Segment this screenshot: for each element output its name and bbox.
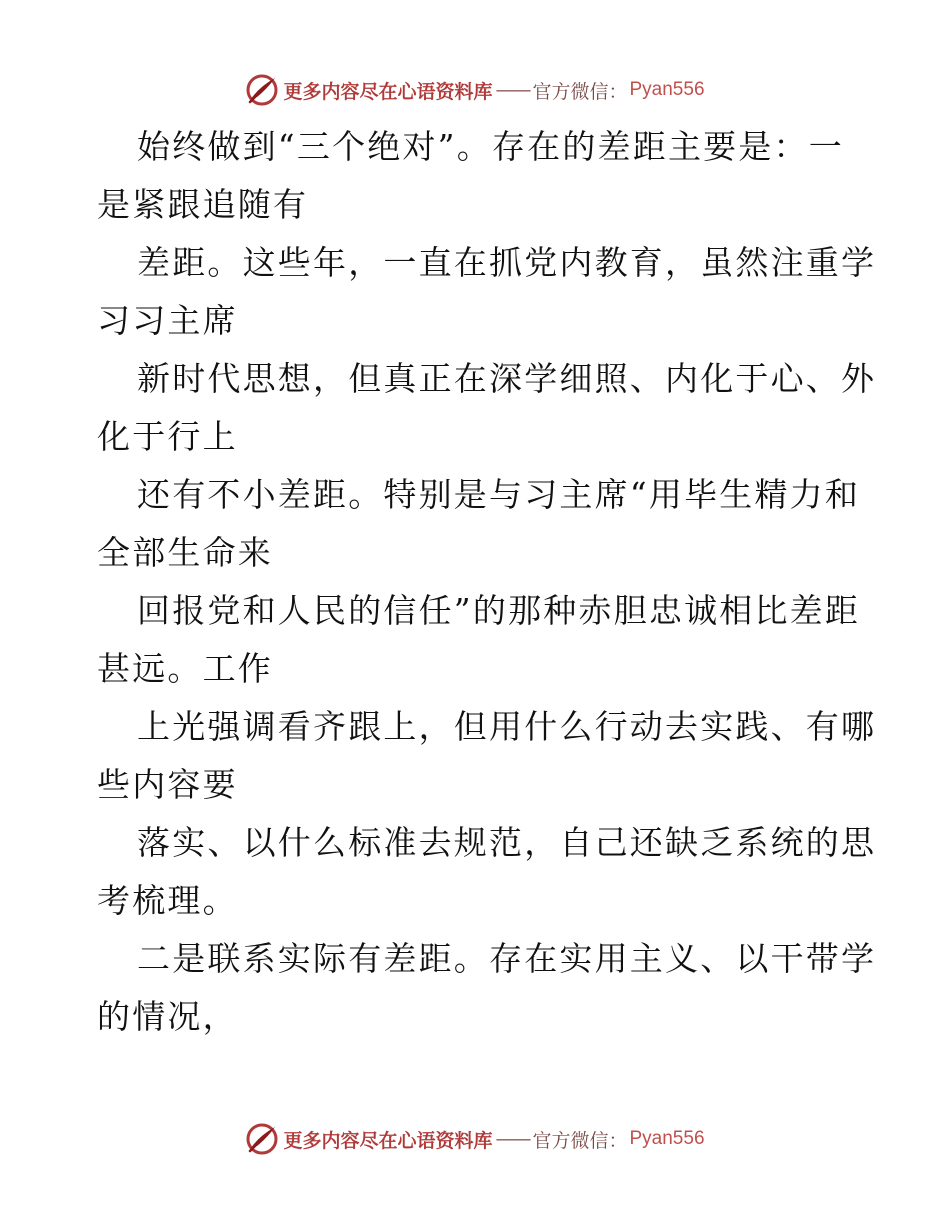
- text-line: 始终做到“三个绝对”。存在的差距主要是：一: [137, 127, 844, 166]
- header-site-name: 更多内容尽在心语资料库: [283, 80, 493, 103]
- footer-site-name: 更多内容尽在心语资料库: [283, 1129, 493, 1152]
- footer-wechat-id: Pyan556: [629, 1128, 705, 1149]
- text-line: 差距。这些年，一直在抓党内教育，虽然注重学: [137, 243, 877, 282]
- text-line: 二是联系实际有差距。存在实用主义、以干带学: [137, 939, 877, 978]
- footer-separator: ——: [495, 1128, 530, 1150]
- quill-logo-icon: [245, 73, 279, 107]
- text-line: 回报党和人民的信任”的那种赤胆忠诚相比差距: [137, 591, 861, 630]
- text-line: 新时代思想，但真正在深学细照、内化于心、外: [137, 359, 877, 398]
- text-line: 些内容要: [97, 765, 238, 804]
- text-line: 习习主席: [97, 301, 238, 340]
- text-line: 的情况，: [97, 997, 238, 1036]
- text-line: 化于行上: [97, 417, 238, 456]
- text-line: 落实、以什么标准去规范，自己还缺乏系统的思: [137, 823, 877, 862]
- header-wechat-id: Pyan556: [629, 79, 705, 100]
- text-line: 甚远。工作: [97, 649, 273, 688]
- header-wechat-label: 官方微信：: [532, 80, 628, 103]
- text-line: 还有不小差距。特别是与习主席“用毕生精力和: [137, 475, 861, 514]
- footer-banner: [0, 1119, 950, 1159]
- text-line: 全部生命来: [97, 533, 273, 572]
- text-line: 考梳理。: [97, 881, 238, 920]
- header-separator: ——: [495, 79, 530, 101]
- text-line: 上光强调看齐跟上，但用什么行动去实践、有哪: [137, 707, 877, 746]
- document-body: [97, 118, 877, 1046]
- footer-wechat-label: 官方微信：: [532, 1129, 628, 1152]
- header-banner: [0, 70, 950, 110]
- text-line: 是紧跟追随有: [97, 185, 309, 224]
- quill-logo-icon: [245, 1122, 279, 1156]
